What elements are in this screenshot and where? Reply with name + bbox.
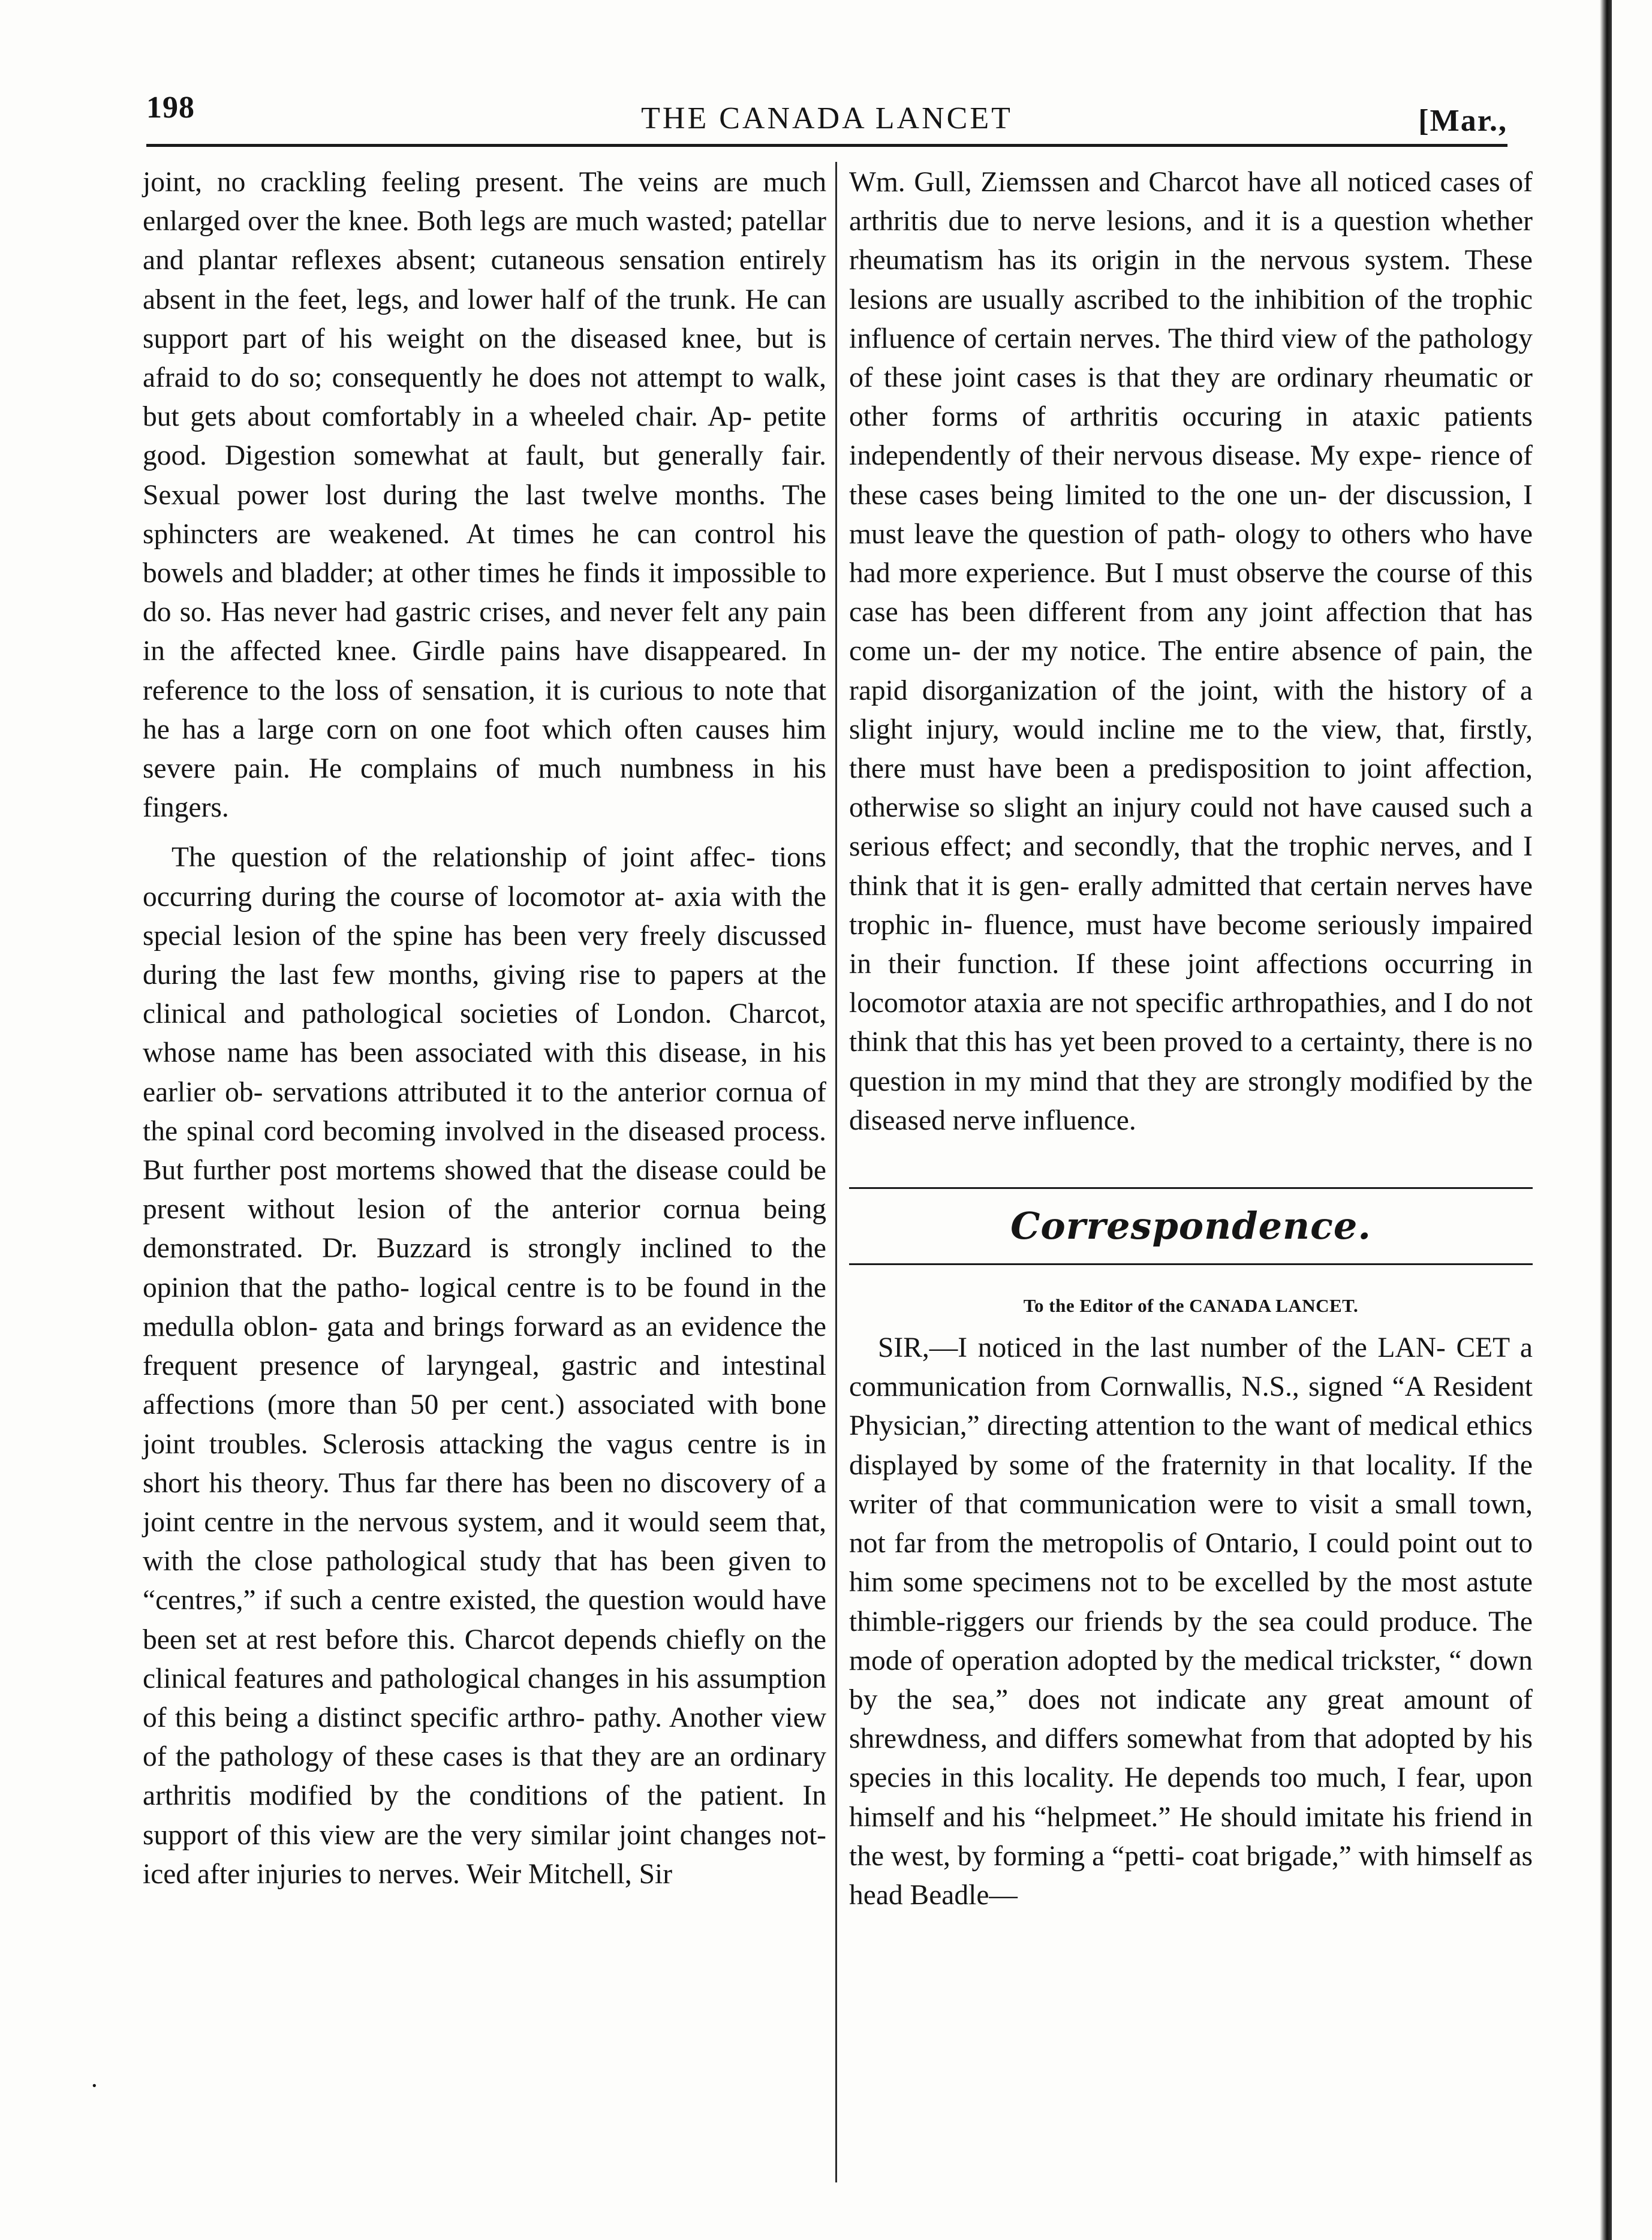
left-column (143, 163, 826, 1894)
issue-month: [Mar., (1418, 104, 1507, 138)
running-header (146, 90, 1507, 144)
left-paragraph-continued: joint, no crackling feeling present. The veins are much enlarged over the knee. Both legs are much wasted; patellar and plantar reflexes absent; cutaneous sensation entirely absent in the feet, legs, and lower half of the trunk. He can support part of his weight on the diseased knee, but is afraid to do so; consequently he does not attempt to walk, but gets about comfortably in a wheeled chair. Ap- petite good. Digestion somewhat at fault, but generally fair. Sexual power lost during the last twelve months. The sphincters are weakened. At times he can control his bowels and bladder; at other times he finds it impossible to do so. Has never had gastric crises, and never felt any pain in the affected knee. Girdle pains have disappeared. In reference to the loss of sensation, it is curious to note that he has a large corn on one foot which often causes him severe pain. He complains of much numbness in his fingers. (143, 167, 826, 824)
journal-title: THE CANADA LANCET (641, 101, 1013, 136)
letter-body (849, 1329, 1533, 1915)
right-paragraph-continued: Wm. Gull, Ziemssen and Charcot have all noticed cases of arthritis due to nerve lesions, and it is a question whether rheumatism has its origin in the nervous system. These lesions are usually ascribed to the inhibition of the trophic influence of certain nerves. The third view of the pathology of these joint cases is that they are ordinary rheumatic or other forms of arthritis occuring in ataxic patients independently of their nervous disease. My expe- rience of these cases being limited to the one un- der discussion, I must leave the question of path- ology to others who have had more experience. But I must observe the course of this case has been different from any joint affection that has come un- der my notice. The entire absence of pain, the rapid disorganization of the joint, with the history of a slight injury, would incline me to the view, that, firstly, there must have been a predisposition to joint affection, otherwise so slight an injury could not have caused such a serious effect; and secondly, that the trophic nerves, and I think that it is gen- erally admitted that certain nerves have trophic in- fluence, must have become seriously impaired in their function. If these joint affections occurring in locomotor ataxia are not specific arthropathies, and I do not think that this has yet been proved to a certainty, there is no question in my mind that they are strongly modified by the diseased nerve influence. (849, 167, 1533, 1136)
section-rule-bottom (849, 1263, 1533, 1265)
margin-mark: · (90, 2071, 99, 2100)
header-rule (146, 144, 1507, 147)
left-paragraph-question: The question of the relationship of joint affec- tions occurring during the course of locomotor at- axia with the special lesion of the spine has been very freely discussed during the last few months, giving rise to papers at the clinical and pathological societies of London. Charcot, whose name has been associated with this disease, in his earlier ob- servations attributed it to the anterior cornua of the spinal cord becoming involved in the diseased process. But further post mortems showed that the disease could be present without lesion of the anterior cornua being demonstrated. Dr. Buzzard is strongly inclined to the opinion that the patho- logical centre is to be found in the medulla oblon- gata and brings forward as an evidence the frequent presence of laryngeal, gastric and intestinal affections (more than 50 per cent.) associated with bone joint troubles. Sclerosis attacking the vagus centre is in short his theory. Thus far there has been no discovery of a joint centre in the nervous system, and it would seem that, with the close pathological study that has been given to “centres,” if such a centre existed, the question would have been set at rest before this. Charcot depends chiefly on the clinical features and pathological changes in his assumption of this being a distinct specific arthro- pathy. Another view of the pathology of these cases is that they are an ordinary arthritis modified by the conditions of the patient. In support of this view are the very similar joint changes not- iced after injuries to nerves. Weir Mitchell, Sir (143, 842, 826, 1890)
section-rule-top (849, 1187, 1533, 1189)
right-column (849, 163, 1533, 1915)
letter-paragraph: SIR,—I noticed in the last number of the LAN- CET a communication from Cornwallis, N.S., signed “A Resident Physician,” directing attention to the want of medical ethics displayed by some of the fraternity in that locality. If the writer of that communication were to visit a small town, not far from the metropolis of Ontario, I could point out to him some specimens not to be excelled by the most astute thimble-riggers our friends by the sea could produce. The mode of operation adopted by the medical trickster, “ down by the sea,” does not indicate any great amount of shrewdness, and differs somewhat from that adopted by his species in this locality. He depends too much, I fear, upon himself and his “helpmeet.” He should imitate his friend in the west, by forming a “petti- coat brigade,” with himself as head Beadle— (849, 1332, 1533, 1911)
binding-edge (1600, 0, 1612, 2240)
section-heading: Correspondence. (1010, 1204, 1371, 1248)
letter-salutation: To the Editor of the CANADA LANCET. (1023, 1295, 1359, 1317)
column-divider (835, 162, 837, 2182)
page-number: 198 (146, 91, 195, 125)
